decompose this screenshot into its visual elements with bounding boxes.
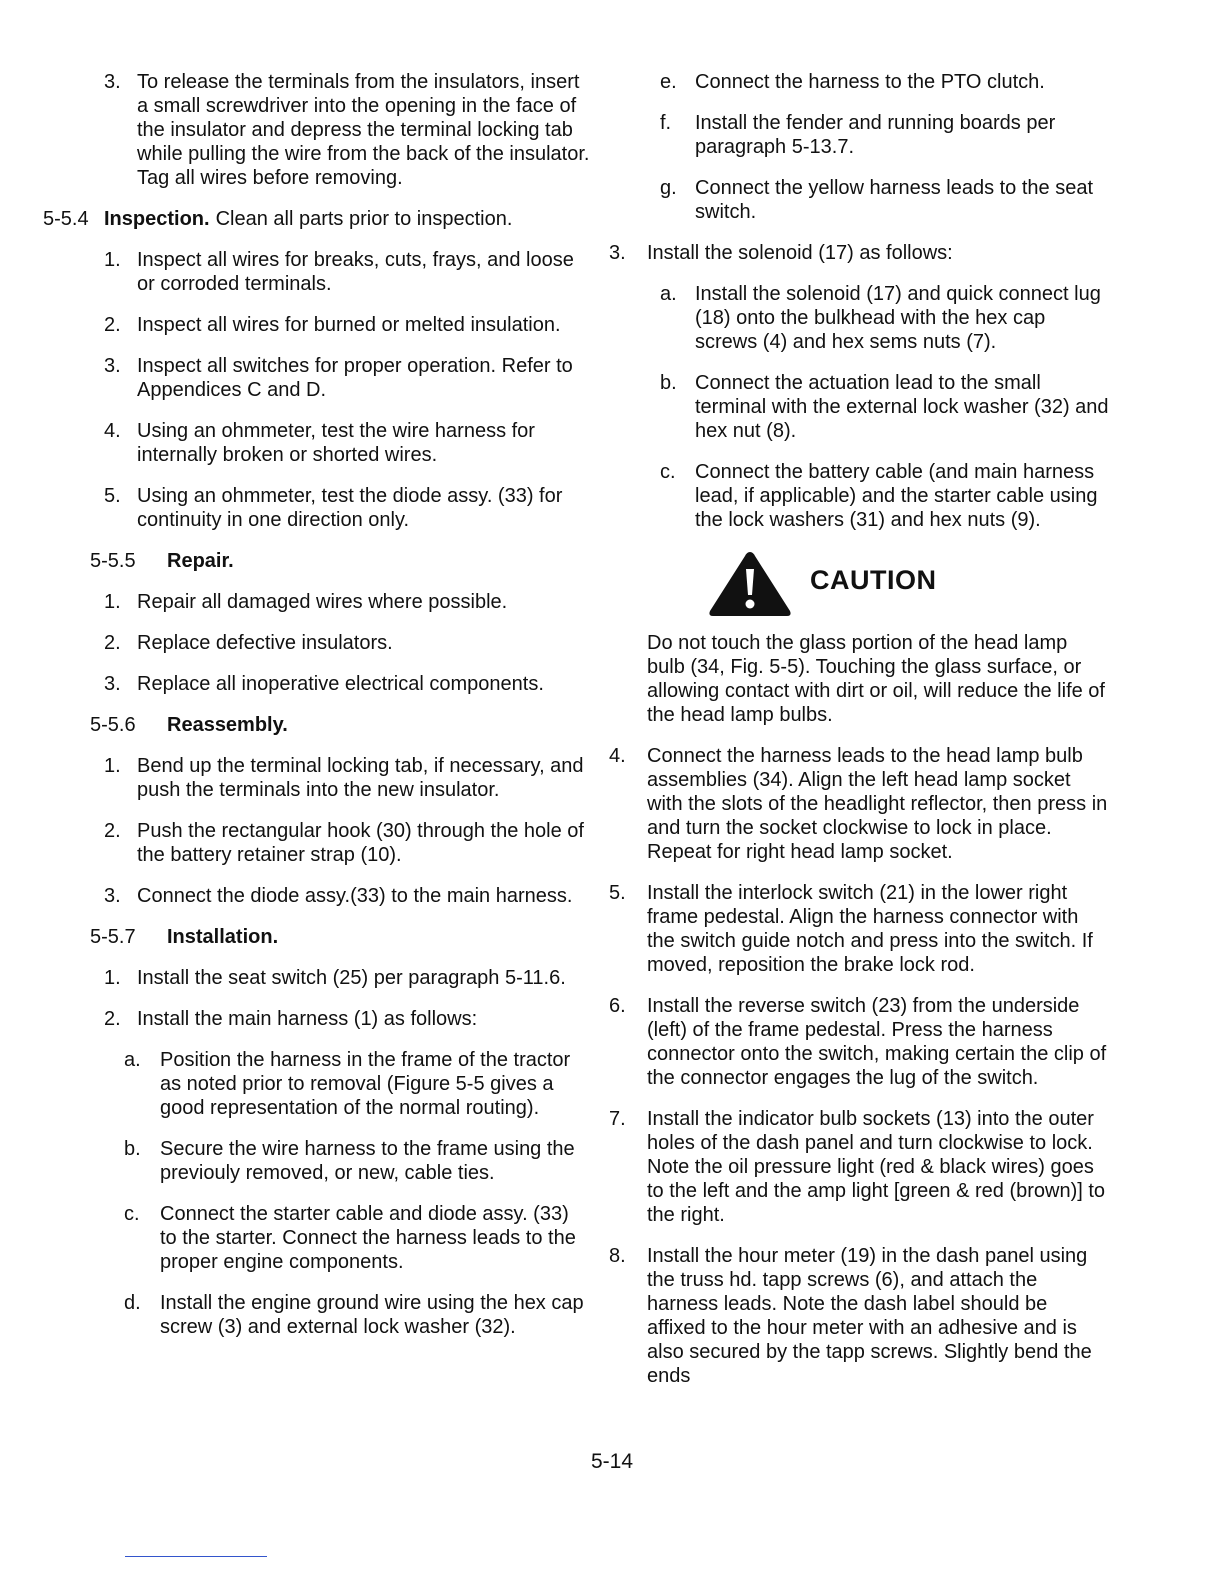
item-number: 2. [104,820,121,842]
reassembly-item [90,819,590,867]
item-number: 3. [104,885,121,907]
substep-letter: f. [660,112,672,134]
substep-text: Connect the battery cable (and main harness lead, if applicable) and the starter cable using the lock washers (31) and hex nuts (9). [695,461,1098,531]
section-title: Installation. [167,926,279,948]
caution-header [605,549,1110,617]
item-number: 2. [104,1008,121,1030]
item-text: Using an ohmmeter, test the diode assy. (33) for continuity in one direction only. [137,485,563,531]
installation-item [90,1007,590,1031]
step-number: 7. [609,1108,626,1130]
substep-text: Secure the wire harness to the frame using the previouly removed, or new, cable ties. [160,1138,575,1184]
solenoid-substep [605,460,1110,532]
caution-text: Do not touch the glass portion of the head lamp bulb (34, Fig. 5-5). Touching the glass surface, or allowing contact with dirt or oil, will reduce the life of the head lamp bulbs. [647,632,1105,726]
installation-step [605,881,1110,977]
item-text: Using an ohmmeter, test the wire harness for internally broken or shorted wires. [137,420,535,466]
item-number: 5. [104,485,121,507]
substep-text: Install the fender and running boards per paragraph 5-13.7. [695,112,1056,158]
section-number: 5-5.6 [90,714,136,736]
harness-substep [90,1291,590,1339]
inspection-item [90,313,590,337]
substep-text: Connect the starter cable and diode assy. (33) to the starter. Connect the harness leads to the proper engine components. [160,1203,576,1273]
step-number: 8. [609,1245,626,1267]
harness-substep [90,1048,590,1120]
step-text: Install the interlock switch (21) in the lower right frame pedestal. Align the harness connector with the switch guide notch and press into the switch. If moved, reposition the brake lock rod. [647,882,1093,976]
substep-text: Connect the yellow harness leads to the seat switch. [695,177,1094,223]
substep-letter: d. [124,1292,141,1314]
page-number: 5-14 [590,1450,634,1473]
installation-step [605,1244,1110,1388]
substep-text: Install the engine ground wire using the hex cap screw (3) and external lock washer (32). [160,1292,584,1338]
harness-substep [605,70,1110,94]
substep-text: Install the solenoid (17) and quick connect lug (18) onto the bulkhead with the hex cap screws (4) and hex sems nuts (7). [695,283,1101,353]
footer-rule [125,1556,267,1557]
step-text: Install the solenoid (17) as follows: [647,242,953,264]
section-reassembly [90,713,590,737]
step-text: Install the reverse switch (23) from the underside (left) of the frame pedestal. Press the harness connector onto the switch, making certain the clip of the connector engages the lug of the switch. [647,995,1107,1089]
repair-item [90,631,590,655]
substep-letter: c. [124,1203,140,1225]
step-number: 3. [104,71,121,93]
section-title: Inspection. [104,208,210,230]
reassembly-item [90,754,590,802]
item-text: Replace all inoperative electrical components. [137,673,544,695]
item-number: 1. [104,591,121,613]
warning-triangle-icon [707,549,793,619]
inspection-item [90,354,590,402]
section-installation [90,925,590,949]
solenoid-substep [605,371,1110,443]
item-text: Push the rectangular hook (30) through the hole of the battery retainer strap (10). [137,820,584,866]
item-text: Inspect all wires for breaks, cuts, frays, and loose or corroded terminals. [137,249,574,295]
harness-substep [90,1202,590,1274]
substep-letter: a. [124,1049,141,1071]
step-text: To release the terminals from the insulators, insert a small screwdriver into the opening in the face of the insulator and depress the terminal locking tab while pulling the wire from the back of the insulator. Tag all wires before removing. [137,71,590,189]
substep-letter: b. [660,372,677,394]
step-number: 4. [609,745,626,767]
substep-text: Position the harness in the frame of the tractor as noted prior to removal (Figure 5-5 gives a good representation of the normal routing). [160,1049,571,1119]
left-column [43,70,590,1356]
section-title: Repair. [167,550,234,572]
item-text: Replace defective insulators. [137,632,393,654]
item-number: 2. [104,632,121,654]
item-number: 3. [104,673,121,695]
right-column [605,70,1110,1405]
substep-letter: b. [124,1138,141,1160]
item-text: Install the seat switch (25) per paragraph 5-11.6. [137,967,566,989]
harness-substep [605,176,1110,224]
item-number: 1. [104,249,121,271]
substep-letter: g. [660,177,677,199]
inspection-item [90,484,590,532]
substep-letter: e. [660,71,677,93]
step-text: Install the hour meter (19) in the dash panel using the truss hd. tapp screws (6), and attach the harness leads. Note the dash label should be affixed to the hour meter with an adhesive and is also secured by the tapp screws. Slightly bend the ends [647,1245,1092,1387]
section-text: Clean all parts prior to inspection. [215,208,513,230]
item-text: Repair all damaged wires where possible. [137,591,508,613]
item-number: 3. [104,355,121,377]
item-number: 1. [104,755,121,777]
item-text: Install the main harness (1) as follows: [137,1008,478,1030]
item-number: 4. [104,420,121,442]
step-number: 3. [609,242,626,264]
section-inspection: 5-5.4 Inspection. Clean all parts prior to inspection. [43,208,513,230]
step-number: 6. [609,995,626,1017]
section-number: 5-5.5 [90,550,136,572]
section-number: 5-5.7 [90,926,136,948]
harness-substep [605,111,1110,159]
repair-item [90,590,590,614]
inspection-item [90,419,590,467]
substep-text: Connect the harness to the PTO clutch. [695,71,1045,93]
item-number: 2. [104,314,121,336]
section-title: Reassembly. [167,714,288,736]
reassembly-item [90,884,590,908]
installation-step [605,744,1110,864]
item-text: Inspect all switches for proper operation. Refer to Appendices C and D. [137,355,573,401]
installation-step-3 [605,241,1110,265]
substep-letter: a. [660,283,677,305]
inspection-item [90,248,590,296]
installation-step [605,1107,1110,1227]
step-text: Install the indicator bulb sockets (13) into the outer holes of the dash panel and turn clockwise to lock. Note the oil pressure light (red & black wires) goes to the left and the amp light [green & red (brown)] to the right. [647,1108,1106,1226]
step-number: 5. [609,882,626,904]
section-repair [90,549,590,573]
item-text: Bend up the terminal locking tab, if necessary, and push the terminals into the new insulator. [137,755,584,801]
step-text: Connect the harness leads to the head lamp bulb assemblies (34). Align the left head lamp socket with the slots of the headlight reflector, then press in and turn the socket clockwise to lock in place. Repeat for right head lamp socket. [647,745,1108,863]
installation-step [605,994,1110,1090]
item-text: Connect the diode assy.(33) to the main harness. [137,885,573,907]
substep-letter: c. [660,461,676,483]
removal-step-3 [90,70,590,190]
caution-title: CAUTION [810,565,937,595]
item-text: Inspect all wires for burned or melted insulation. [137,314,561,336]
installation-item [90,966,590,990]
solenoid-substep [605,282,1110,354]
item-number: 1. [104,967,121,989]
harness-substep [90,1137,590,1185]
substep-text: Connect the actuation lead to the small terminal with the external lock washer (32) and hex nut (8). [695,372,1109,442]
repair-item [90,672,590,696]
